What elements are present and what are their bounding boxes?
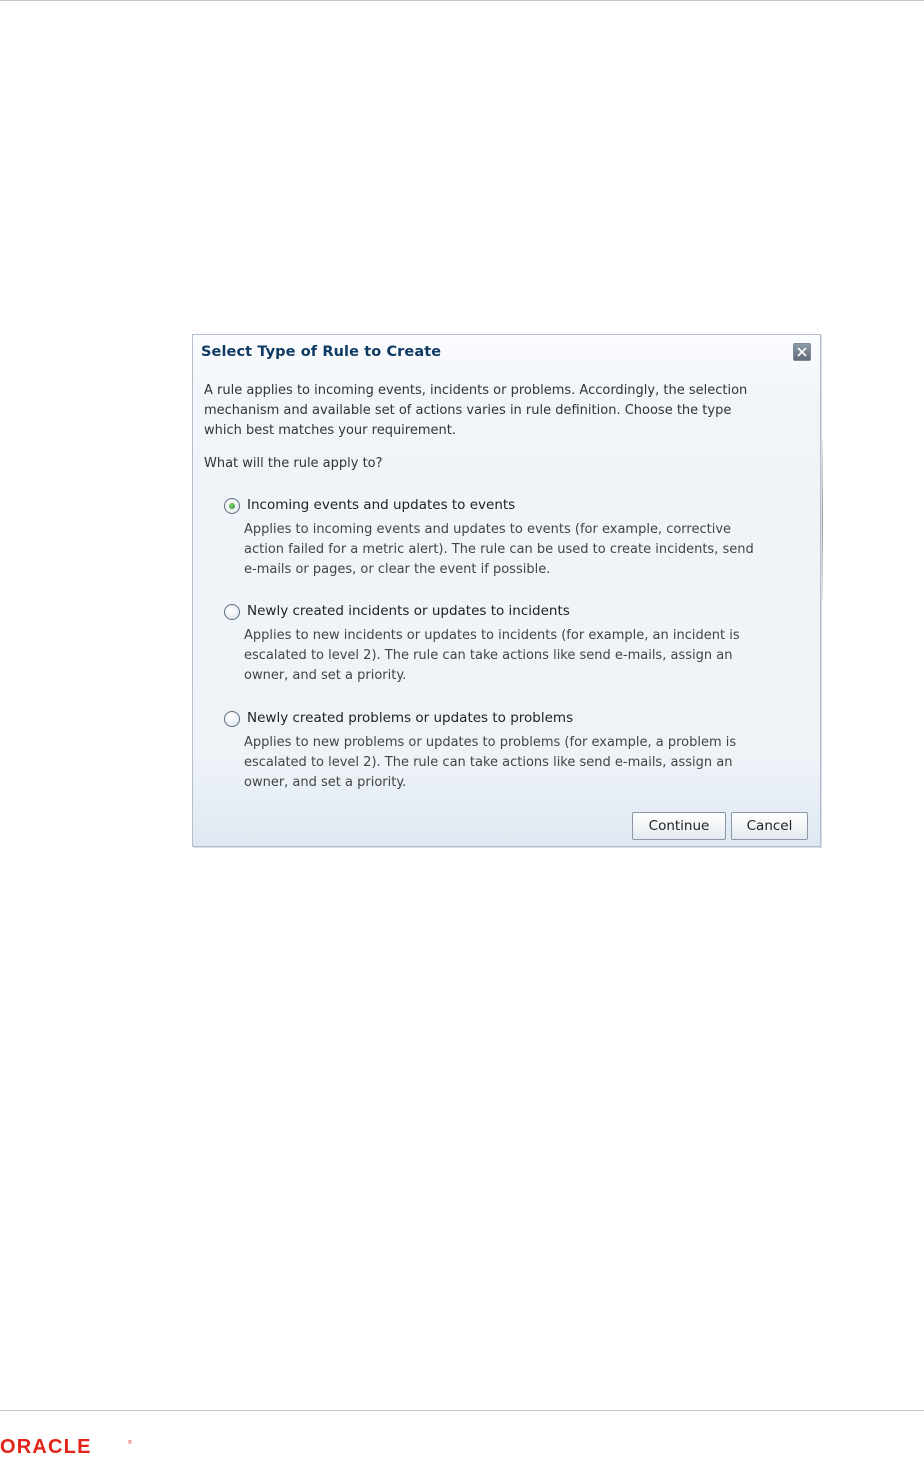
description-line: escalated to level 2). The rule can take actions like send e-mails, assign an: [244, 648, 733, 663]
close-icon: [797, 347, 807, 357]
continue-button[interactable]: Continue: [632, 812, 726, 840]
description-line: Applies to new problems or updates to problems (for example, a problem is: [244, 735, 737, 750]
description-line: escalated to level 2). The rule can take actions like send e-mails, assign an: [244, 755, 733, 770]
description-line: Applies to new incidents or updates to incidents (for example, an incident is: [244, 628, 740, 643]
oracle-logo-text: ORACLE: [0, 1436, 92, 1456]
dialog-edge-shadow: [821, 440, 823, 600]
select-rule-type-dialog: [192, 334, 821, 847]
cancel-button[interactable]: Cancel: [731, 812, 808, 840]
oracle-logo: [0, 1436, 136, 1456]
description-line: owner, and set a priority.: [244, 668, 407, 683]
option-events-description: [244, 520, 814, 580]
bottom-divider: [0, 1410, 924, 1411]
intro-line: mechanism and available set of actions varies in rule definition. Choose the type: [204, 403, 732, 418]
radio-selected-dot: [229, 503, 235, 509]
description-line: Applies to incoming events and updates to events (for example, corrective: [244, 522, 732, 537]
radio-events[interactable]: [224, 498, 240, 514]
radio-problems[interactable]: [224, 711, 240, 727]
close-button[interactable]: [793, 343, 811, 361]
option-incidents-description: [244, 626, 814, 686]
option-incidents-label[interactable]: Newly created incidents or updates to incidents: [247, 603, 570, 619]
description-line: owner, and set a priority.: [244, 775, 407, 790]
dialog-intro-text: [204, 381, 804, 441]
radio-incidents[interactable]: [224, 604, 240, 620]
intro-line: which best matches your requirement.: [204, 423, 456, 438]
intro-line: A rule applies to incoming events, incidents or problems. Accordingly, the selection: [204, 383, 748, 398]
description-line: e-mails or pages, or clear the event if possible.: [244, 562, 551, 577]
top-divider: [0, 0, 924, 1]
dialog-title: Select Type of Rule to Create: [201, 344, 442, 360]
apply-question: What will the rule apply to?: [204, 456, 383, 471]
svg-text:®: ®: [128, 1440, 132, 1446]
description-line: action failed for a metric alert). The rule can be used to create incidents, send: [244, 542, 754, 557]
option-problems-label[interactable]: Newly created problems or updates to problems: [247, 710, 574, 726]
option-problems-description: [244, 733, 814, 793]
option-events-label[interactable]: Incoming events and updates to events: [247, 497, 516, 513]
